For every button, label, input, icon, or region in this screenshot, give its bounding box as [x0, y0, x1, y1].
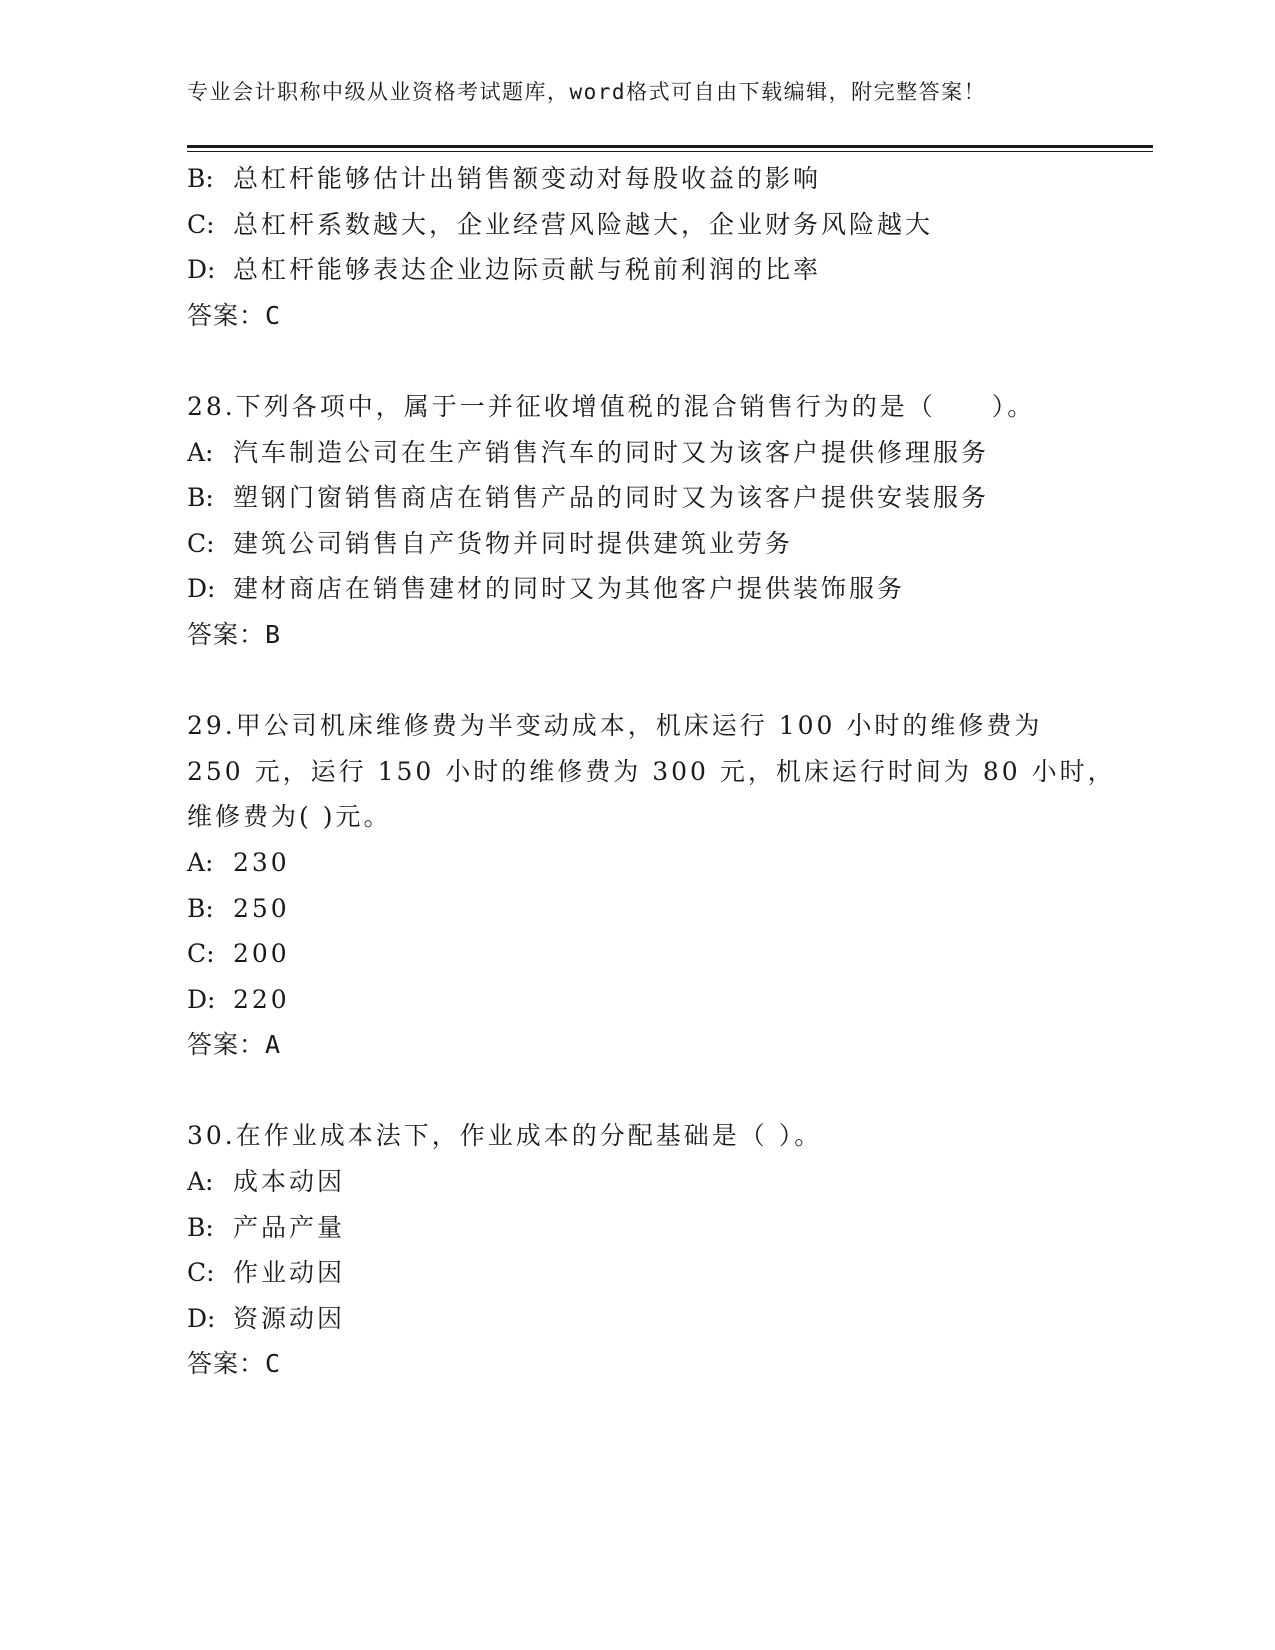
option-letter: D: — [187, 1303, 216, 1333]
answer-value: C — [265, 300, 281, 330]
answer-label: 答案： — [187, 619, 266, 649]
option-letter: B: — [187, 1212, 214, 1242]
option-text: 220 — [233, 984, 290, 1014]
question-30-block — [187, 1113, 1087, 1387]
answer-label: 答案： — [187, 300, 266, 330]
option-text: 建筑公司销售自产货物并同时提供建筑业劳务 — [233, 528, 794, 558]
answer-line — [187, 1022, 1087, 1068]
prev-question-block — [187, 156, 1087, 338]
option-text: 总杠杆系数越大，企业经营风险越大，企业财务风险越大 — [233, 209, 934, 239]
option-letter: A: — [187, 1167, 214, 1197]
question-28-block — [187, 384, 1087, 658]
option-c — [187, 202, 1087, 248]
option-c — [187, 1250, 1087, 1296]
option-b — [187, 475, 1087, 521]
option-a — [187, 430, 1087, 476]
option-letter: D: — [187, 574, 216, 604]
option-letter: C: — [187, 528, 215, 558]
answer-line — [187, 612, 1087, 658]
option-text: 作业动因 — [233, 1258, 346, 1288]
option-text: 汽车制造公司在生产销售汽车的同时又为该客户提供修理服务 — [233, 437, 990, 467]
answer-label: 答案： — [187, 1030, 266, 1060]
option-a — [187, 840, 1087, 886]
option-text: 230 — [233, 847, 290, 877]
option-b — [187, 886, 1087, 932]
option-text: 建材商店在销售建材的同时又为其他客户提供装饰服务 — [233, 574, 906, 604]
option-a — [187, 1159, 1087, 1205]
option-c — [187, 521, 1087, 567]
spacer — [187, 1068, 1087, 1114]
spacer — [187, 658, 1087, 704]
question-29-block — [187, 703, 1116, 1068]
question-content — [187, 156, 1116, 1387]
option-letter: A: — [187, 847, 214, 877]
option-letter: B: — [187, 893, 214, 923]
question-stem: 28.下列各项中，属于一并征收增值税的混合销售行为的是（ ）。 — [187, 391, 1036, 421]
header-rule-thick — [187, 145, 1153, 148]
question-stem: 30.在作业成本法下，作业成本的分配基础是（ ）。 — [187, 1121, 823, 1151]
option-letter: B: — [187, 483, 214, 513]
option-letter: C: — [187, 209, 215, 239]
option-letter: C: — [187, 1258, 215, 1288]
option-b — [187, 1205, 1087, 1251]
header-rule-thin — [187, 151, 1153, 152]
option-d — [187, 977, 1087, 1023]
option-d — [187, 247, 1087, 293]
option-text: 250 — [233, 893, 290, 923]
option-letter: D: — [187, 255, 216, 285]
option-letter: D: — [187, 984, 216, 1014]
option-letter: A: — [187, 437, 214, 467]
option-text: 资源动因 — [233, 1303, 346, 1333]
spacer — [187, 338, 1087, 384]
question-stem-line: 29.甲公司机床维修费为半变动成本，机床运行 100 小时的维修费为 — [187, 711, 1043, 741]
option-text: 塑钢门窗销售商店在销售产品的同时又为该客户提供安装服务 — [233, 483, 990, 513]
answer-value: C — [265, 1349, 281, 1379]
option-text: 成本动因 — [233, 1167, 346, 1197]
answer-value: B — [265, 619, 281, 649]
option-d — [187, 566, 1087, 612]
option-text: 总杠杆能够估计出销售额变动对每股收益的影响 — [233, 164, 822, 193]
answer-label: 答案： — [187, 1349, 266, 1379]
answer-value: A — [265, 1030, 281, 1060]
option-d — [187, 1296, 1087, 1342]
option-b — [187, 156, 1087, 202]
option-text: 200 — [233, 939, 290, 969]
page-header: 专业会计职称中级从业资格考试题库，word格式可自由下载编辑，附完整答案！ — [187, 80, 987, 104]
option-letter: B: — [187, 164, 214, 193]
question-stem-line: 维修费为( )元。 — [187, 802, 392, 832]
answer-line — [187, 1341, 1087, 1387]
option-text: 产品产量 — [233, 1212, 346, 1242]
option-letter: C: — [187, 939, 215, 969]
question-stem-line: 250 元，运行 150 小时的维修费为 300 元，机床运行时间为 80 小时， — [187, 756, 1116, 786]
answer-line — [187, 293, 1087, 339]
option-text: 总杠杆能够表达企业边际贡献与税前利润的比率 — [233, 255, 822, 285]
option-c — [187, 931, 1087, 977]
